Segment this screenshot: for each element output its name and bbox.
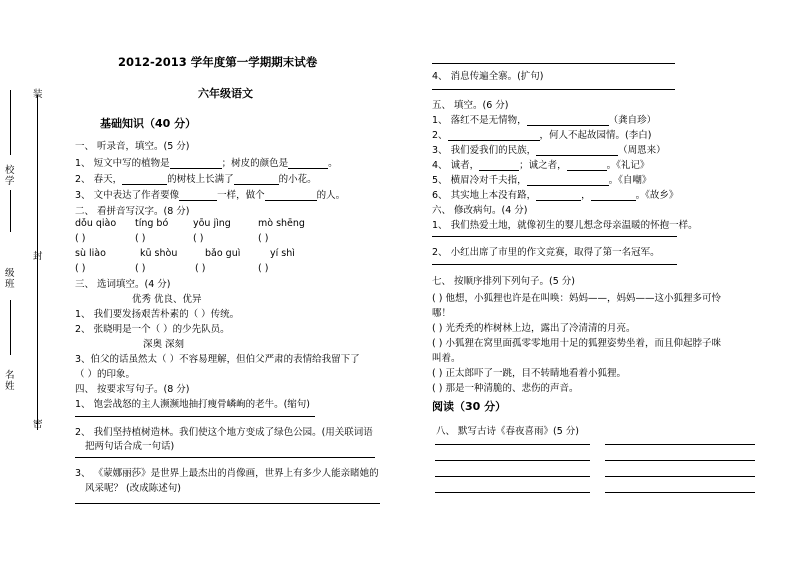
q5-l4-text-b: ；诚之者， <box>519 160 567 171</box>
q2-pinyin-4: mò shēng <box>258 218 305 229</box>
q5-line1 <box>432 112 656 126</box>
q5-blank-3[interactable] <box>536 145 618 156</box>
q1-l2-text-b: 的树枝上长满了 <box>167 174 234 185</box>
q2-label: 二、 看拼音写汉字。(8 分) <box>75 206 190 217</box>
q3-label: 三、 选词填空。(4 分) <box>75 279 171 290</box>
q5-l6-text-c: 。《故乡》 <box>635 190 679 201</box>
q5-line3 <box>432 142 666 156</box>
q1-l3-text-c: 的人。 <box>316 190 346 201</box>
q6-answer-line-1[interactable] <box>432 236 677 237</box>
q3-word-choices-2: 深奥 深刻 <box>143 339 185 350</box>
q1-blank-5[interactable] <box>179 190 217 201</box>
q2-pinyin-8: yí shì <box>270 248 295 259</box>
q4-sentence-3a: 3、 《蒙娜丽莎》是世界上最杰出的肖像画，世界上有多少人能亲睹她的 <box>75 468 379 479</box>
binding-line <box>37 95 38 430</box>
exam-subtitle: 六年级语文 <box>198 87 253 100</box>
seal-char-2: 封 <box>33 251 43 262</box>
q1-blank-4[interactable] <box>234 174 279 185</box>
q5-blank-1[interactable] <box>527 115 609 126</box>
q4-sentence-4: 4、 消息传遍全寨。(扩句) <box>432 71 544 82</box>
q1-blank-6[interactable] <box>265 190 317 201</box>
q7-sentence-3b: 叫着。 <box>432 353 461 364</box>
q5-blank-4[interactable] <box>479 160 519 171</box>
poem-line-4-left[interactable] <box>435 492 590 493</box>
q5-l5-text-b: 。《自嘲》 <box>608 175 652 186</box>
q6-sentence-1: 1、 我们热爱土地，就像初生的婴儿想念母亲温暖的怀抱一样。 <box>432 220 698 231</box>
q1-blank-3[interactable] <box>122 174 167 185</box>
poem-line-4-right[interactable] <box>605 492 755 493</box>
q5-l6-text-b: ， <box>581 190 591 201</box>
q7-sentence-3a: ( ) 小狐狸在窝里面孤零零地用十足的狐狸姿势坐着，而且仰起脖子咪 <box>432 338 721 349</box>
q3-word-choices-1: 优秀 优良、优异 <box>132 294 202 305</box>
q6-answer-line-2[interactable] <box>432 264 677 265</box>
seal-char-3: 密 <box>33 419 43 430</box>
q2-answer-2[interactable]: ( ) <box>135 233 146 244</box>
q5-l3-text-a: 3、 我们爱我们的民族， <box>432 145 537 156</box>
q2-pinyin-1: dǒu qiào <box>75 218 117 229</box>
q1-l1-text-b: ；树皮的颜色是 <box>221 158 289 169</box>
q1-line1 <box>75 155 338 169</box>
seal-char-1: 装 <box>33 89 43 100</box>
q2-answer-5[interactable]: ( ) <box>75 263 86 274</box>
q2-pinyin-5: sù liào <box>75 248 106 259</box>
poem-line-2-left[interactable] <box>435 460 590 461</box>
q7-sentence-4: ( ) 正太郎吓了一跳，目不转睛地看着小狐狸。 <box>432 368 626 379</box>
q5-line4 <box>432 157 649 171</box>
q2-answer-6[interactable]: ( ) <box>135 263 146 274</box>
right-top-answer-line[interactable] <box>432 63 675 64</box>
q4-answer-line-1[interactable] <box>75 416 315 417</box>
name-label: 名姓 <box>5 370 15 392</box>
q5-line2 <box>432 127 651 141</box>
q2-pinyin-3: yōu jìng <box>193 218 231 229</box>
q5-l6-text-a: 6、 其实地上本没有路， <box>432 190 537 201</box>
name-blank <box>10 90 11 155</box>
q2-answer-8[interactable]: ( ) <box>258 263 269 274</box>
q2-pinyin-7: bǎo guì <box>205 248 241 259</box>
q4-4-answer-line[interactable] <box>432 89 675 90</box>
q4-sentence-2a: 2、 我们坚持植树造林。我们使这个地方变成了绿色公园。(用关联词语 <box>75 427 373 438</box>
q5-blank-8[interactable] <box>591 190 636 201</box>
poem-line-2-right[interactable] <box>605 460 755 461</box>
q1-l3-text-b: 一样，做个 <box>217 190 265 201</box>
q4-answer-line-2[interactable] <box>75 457 375 458</box>
q4-sentence-1: 1、 饱尝战怒的主人濒濒地抽打瘦骨嶙峋的老牛。(缩句) <box>75 399 310 410</box>
q3-sentence-3a: 3、伯父的话虽然太（ ）不容易理解，但伯父严肃的表情给我留下了 <box>75 354 360 365</box>
q1-l2-text-a: 2、 春天， <box>75 174 123 185</box>
q4-label: 四、 按要求写句子。(8 分) <box>75 384 190 395</box>
q2-answer-7[interactable]: ( ) <box>195 263 206 274</box>
exam-title: 2012-2013 学年度第一学期期末试卷 <box>118 55 318 69</box>
q1-l1-text-c: 。 <box>328 158 338 169</box>
section-reading-heading: 阅读（30 分） <box>432 400 507 413</box>
q5-l1-text-a: 1、 落红不是无情物， <box>432 115 527 126</box>
q5-label: 五、 填空。(6 分) <box>432 100 509 111</box>
poem-line-1-left[interactable] <box>435 444 590 445</box>
q6-sentence-2: 2、 小红出席了市里的作文竞赛，取得了第一名冠军。 <box>432 247 660 258</box>
q2-answer-1[interactable]: ( ) <box>75 233 86 244</box>
q1-l2-text-c: 的小花。 <box>278 174 317 185</box>
q1-l3-text-a: 3、 文中表达了作者要像 <box>75 190 180 201</box>
q1-label: 一、 听录音，填空。(5 分) <box>75 141 190 152</box>
q3-sentence-2: 2、 张晓明是一个（ ）的少先队员。 <box>75 324 230 335</box>
school-blank <box>10 190 11 232</box>
q5-l3-text-b: （周恩来） <box>618 145 666 156</box>
q3-sentence-1: 1、 我们要发扬艰苦朴素的（ ）传统。 <box>75 309 240 320</box>
school-label: 校学 <box>5 165 15 187</box>
q4-answer-line-3[interactable] <box>75 503 380 504</box>
q5-line6 <box>432 187 678 201</box>
q7-sentence-1a: ( ) 他想，小狐狸也许是在叫唤：妈妈——，妈妈——这小狐狸多可怜 <box>432 293 721 304</box>
poem-line-3-left[interactable] <box>435 476 590 477</box>
q8-label: 八、 默写古诗《春夜喜雨》(5 分) <box>436 426 579 437</box>
q5-line5 <box>432 172 651 186</box>
q5-l1-text-b: （龚自珍） <box>608 115 657 126</box>
q5-l2-text-a: 2、 <box>432 130 448 141</box>
q7-sentence-5: ( ) 那是一种清脆的、悲伤的声音。 <box>432 383 579 394</box>
q5-l4-text-c: 。《礼记》 <box>606 160 650 171</box>
poem-line-1-right[interactable] <box>605 444 755 445</box>
q5-blank-6[interactable] <box>527 175 609 186</box>
q6-label: 六、 修改病句。(4 分) <box>432 205 528 216</box>
q1-blank-1[interactable] <box>170 158 222 169</box>
q2-pinyin-2: tíng bó <box>135 218 169 229</box>
q5-blank-2[interactable] <box>448 130 540 141</box>
q5-l4-text-a: 4、 诚者， <box>432 160 480 171</box>
class-blank <box>10 300 11 355</box>
q3-sentence-3b: （ ）的印象。 <box>75 369 136 380</box>
q4-sentence-2b: 把两句话合成一句话) <box>85 441 175 452</box>
q7-sentence-2: ( ) 光秃秃的柞树林上边，露出了冷清清的月亮。 <box>432 323 636 334</box>
q2-answer-4[interactable]: ( ) <box>258 233 269 244</box>
q1-line2 <box>75 171 317 185</box>
q5-l5-text-a: 5、 横眉冷对千夫指， <box>432 175 527 186</box>
poem-line-3-right[interactable] <box>605 476 755 477</box>
q7-label: 七、 按顺序排列下列句子。(5 分) <box>432 276 575 287</box>
q4-sentence-3b: 风采呢？ (改成陈述句) <box>85 483 181 494</box>
q5-blank-5[interactable] <box>567 160 607 171</box>
class-label: 级班 <box>5 268 15 290</box>
q5-blank-7[interactable] <box>536 190 581 201</box>
q2-pinyin-6: kū shòu <box>140 248 178 259</box>
q1-l1-text-a: 1、 短文中写的植物是 <box>75 158 170 169</box>
q7-sentence-1b: 哪！ <box>432 308 452 319</box>
q1-blank-2[interactable] <box>288 158 328 169</box>
q1-line3 <box>75 187 345 201</box>
q5-l2-text-b: ，何人不起故园情。(李白) <box>539 130 652 141</box>
section-basic-heading: 基础知识（40 分） <box>100 117 197 130</box>
q2-answer-3[interactable]: ( ) <box>193 233 204 244</box>
